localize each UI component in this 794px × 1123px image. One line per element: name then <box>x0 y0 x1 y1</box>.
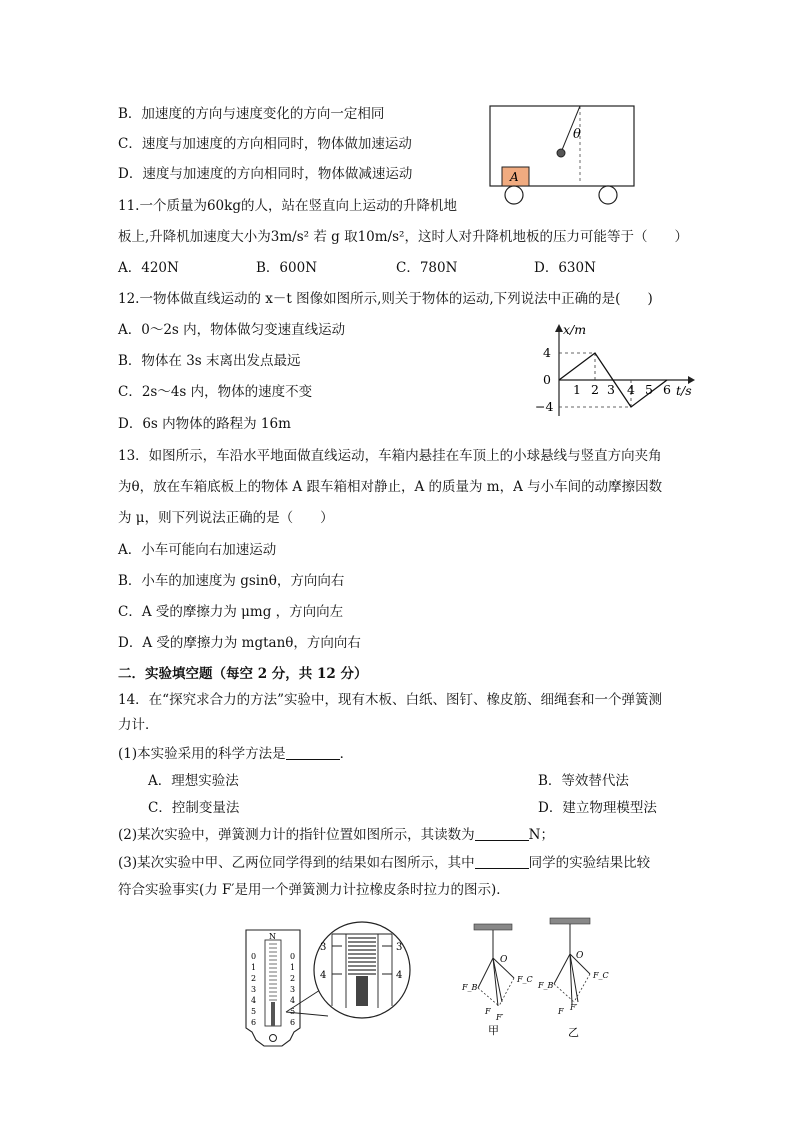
q14-option-a: A．理想实验法 <box>148 773 239 789</box>
zoom-label-4-left: 4 <box>320 970 327 981</box>
q14-sub1-text: (1)本实验采用的科学方法是 <box>118 746 286 762</box>
block-a-label: A <box>510 170 519 184</box>
scale-left-2: 2 <box>251 974 257 983</box>
q11-line1: 11.一个质量为60kg的人，站在竖直向上运动的升降机地 <box>118 198 457 214</box>
jia-fc-label: F_C <box>517 975 533 984</box>
q11-line2: 板上,升降机加速度大小为3m/s² 若 g 取10m/s²，这时人对升降机地板的压力可能等于（ ） <box>118 229 688 245</box>
q14-sub2-text: (2)某次实验中，弹簧测力计的指针位置如图所示，其读数为 <box>118 827 475 843</box>
y-tick-0: 0 <box>543 372 551 387</box>
scale-right-4: 4 <box>290 996 296 1005</box>
q13-line3: 为 μ，则下列说法正确的是（ ） <box>118 510 334 526</box>
yi-f-label: F <box>558 1007 564 1016</box>
q10-option-b: B．加速度的方向与速度变化的方向一定相同 <box>118 106 385 122</box>
spring-scale-figure <box>238 916 418 1054</box>
q11-option-b: B．600N <box>256 260 318 276</box>
x-tick-4: 4 <box>627 382 635 397</box>
jia-fp-label: F′ <box>496 1013 504 1022</box>
yi-o-label: O <box>576 951 584 961</box>
q11-option-c: C．780N <box>396 260 458 276</box>
scale-left-1: 1 <box>251 963 257 972</box>
q14-sub3 <box>118 853 650 873</box>
q13-option-a: A．小车可能向右加速运动 <box>118 542 277 558</box>
yi-fp-label: F′ <box>570 1003 578 1012</box>
q12-option-c: C．2s～4s 内，物体的速度不变 <box>118 384 313 400</box>
answer-blank-1[interactable] <box>286 745 340 760</box>
scale-left-6: 6 <box>251 1018 257 1027</box>
scale-right-1: 1 <box>290 963 296 972</box>
x-tick-2: 2 <box>591 382 599 397</box>
q12-option-d: D．6s 内物体的路程为 16m <box>118 416 291 432</box>
q14-sub2 <box>118 825 554 845</box>
zoom-label-4-right: 4 <box>396 970 403 981</box>
jia-label: 甲 <box>488 1024 499 1037</box>
q12-option-a: A．0～2s 内，物体做匀变速直线运动 <box>118 322 346 338</box>
xt-graph <box>530 318 700 422</box>
scale-left-3: 3 <box>251 985 257 994</box>
scale-left-0: 0 <box>251 952 257 961</box>
q14-sub3-line2: 符合实验事实(力 F′是用一个弹簧测力计拉橡皮条时拉力的图示)． <box>118 882 510 898</box>
scale-unit: N <box>269 932 276 941</box>
q13-option-d: D．A 受的摩擦力为 mgtanθ，方向向右 <box>118 635 361 651</box>
q10-option-d: D．速度与加速度的方向相同时，物体做减速运动 <box>118 166 413 182</box>
q14-option-c: C．控制变量法 <box>148 800 240 816</box>
q13-line1: 13．如图所示，车沿水平地面做直线运动，车箱内悬挂在车顶上的小球悬线与竖直方向夹角 <box>118 448 662 464</box>
q13-option-c: C．A 受的摩擦力为 μmg ，方向向左 <box>118 604 344 620</box>
x-tick-1: 1 <box>573 382 581 397</box>
q14-sub1-end: ． <box>339 746 354 762</box>
yi-label: 乙 <box>568 1026 579 1039</box>
y-tick-4: 4 <box>543 345 551 360</box>
jia-f-label: F <box>485 1007 491 1016</box>
x-tick-3: 3 <box>607 382 615 397</box>
yi-fb-label: F_B <box>538 981 554 990</box>
answer-blank-2[interactable] <box>475 826 529 841</box>
q14-sub3-end: 同学的实验结果比较 <box>528 855 651 871</box>
q13-line2: 为θ，放在车箱底板上的物体 A 跟车箱相对静止，A 的质量为 m，A 与小车间的动摩擦因数 <box>118 479 663 495</box>
q14-option-b: B．等效替代法 <box>538 773 629 789</box>
force-diagram-jia <box>458 920 542 1040</box>
graph-y-label: x/m <box>563 322 587 337</box>
jia-fb-label: F_B <box>462 983 478 992</box>
jia-o-label: O <box>500 955 508 965</box>
scale-right-0: 0 <box>290 952 296 961</box>
q11-option-d: D．630N <box>534 260 596 276</box>
x-tick-5: 5 <box>645 382 653 397</box>
scale-right-2: 2 <box>290 974 296 983</box>
scale-left-5: 5 <box>251 1007 257 1016</box>
q10-option-c: C．速度与加速度的方向相同时，物体做加速运动 <box>118 136 412 152</box>
scale-right-5: 5 <box>290 1007 296 1016</box>
scale-right-3: 3 <box>290 985 296 994</box>
q12-option-b: B．物体在 3s 末离出发点最远 <box>118 353 301 369</box>
q11-option-a: A．420N <box>118 260 179 276</box>
yi-fc-label: F_C <box>593 971 609 980</box>
cart-figure <box>484 100 640 208</box>
q14-line1: 14．在“探究求合力的方法”实验中，现有木板、白纸、图钉、橡皮筋、细绳套和一个弹簧测 <box>118 692 662 708</box>
zoom-label-3-left: 3 <box>320 942 327 953</box>
q13-option-b: B．小车的加速度为 gsinθ，方向向右 <box>118 573 345 589</box>
scale-right-6: 6 <box>290 1018 296 1027</box>
x-tick-6: 6 <box>663 382 671 397</box>
q14-line2: 力计． <box>118 717 159 733</box>
q14-sub2-end: N； <box>528 827 554 843</box>
section-title: 二．实验填空题（每空 2 分，共 12 分） <box>118 666 368 682</box>
theta-label: θ <box>573 127 581 142</box>
zoom-label-3-right: 3 <box>396 942 403 953</box>
scale-left-4: 4 <box>251 996 257 1005</box>
q14-option-d: D．建立物理模型法 <box>538 800 657 816</box>
q12-stem: 12.一物体做直线运动的 x－t 图像如图所示,则关于物体的运动,下列说法中正确的是( ) <box>118 291 653 307</box>
y-tick-neg4: −4 <box>535 399 554 414</box>
force-diagram-yi <box>532 914 616 1040</box>
answer-blank-3[interactable] <box>475 854 529 869</box>
graph-x-label: t/s <box>676 383 692 398</box>
q14-sub3-text: (3)某次实验中甲、乙两位同学得到的结果如右图所示，其中 <box>118 855 475 871</box>
q14-sub1 <box>118 744 353 764</box>
